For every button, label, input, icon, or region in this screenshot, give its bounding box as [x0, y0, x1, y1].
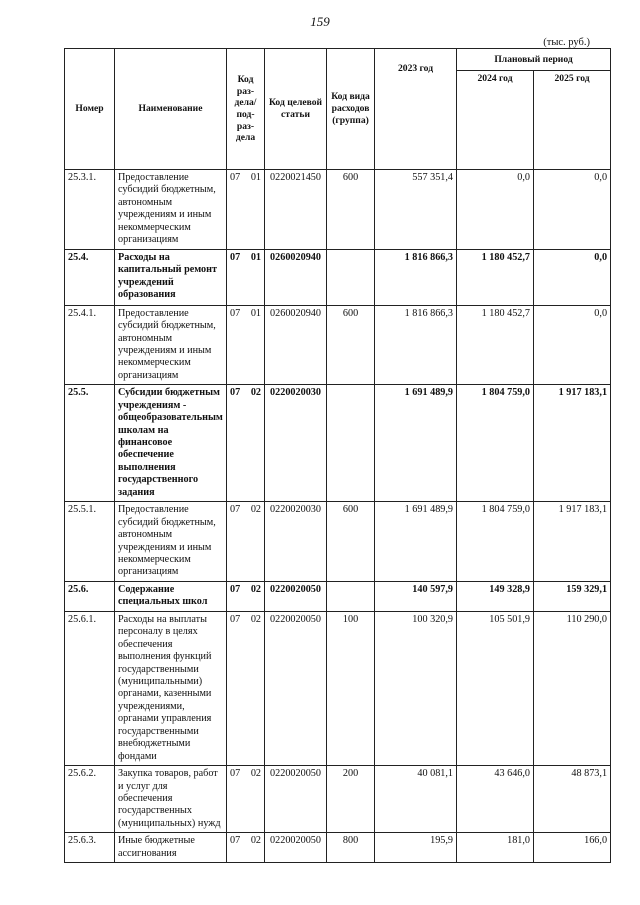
row-2025: 1 917 183,1: [534, 385, 611, 502]
row-subsection: 02: [246, 581, 265, 611]
row-subsection: 02: [246, 766, 265, 833]
table-row: [65, 170, 611, 250]
row-subsection: 01: [246, 305, 265, 385]
row-section: 07: [227, 611, 246, 765]
table-row: [65, 611, 611, 765]
row-name: Расходы на выплаты персоналу в целях обеспечения выполнения функций государственными (муниципальными) органами, казенными учреждениями, органами управления государственными внебюджетными фондами: [115, 611, 227, 765]
row-2025: 48 873,1: [534, 766, 611, 833]
row-expense-type: [327, 249, 375, 305]
header-number: Номер: [65, 49, 115, 170]
row-number: 25.6.: [65, 581, 115, 611]
row-expense-type: 100: [327, 611, 375, 765]
row-target: 0220020050: [265, 766, 327, 833]
table-row: [65, 581, 611, 611]
row-name: Расходы на капитальный ремонт учреждений образования: [115, 249, 227, 305]
row-target: 0220020050: [265, 833, 327, 863]
row-target: 0220021450: [265, 170, 327, 250]
row-expense-type: 800: [327, 833, 375, 863]
header-2024: 2024 год: [457, 71, 534, 170]
row-section: 07: [227, 581, 246, 611]
row-2023: 557 351,4: [375, 170, 457, 250]
header-target: Код целевой статьи: [265, 49, 327, 170]
row-2025: 166,0: [534, 833, 611, 863]
row-2024: 149 328,9: [457, 581, 534, 611]
table-row: [65, 766, 611, 833]
row-name: Субсидии бюджетным учреждениям - общеобразовательным школам на финансовое обеспечение выполнения государственного задания: [115, 385, 227, 502]
row-number: 25.6.3.: [65, 833, 115, 863]
row-name: Иные бюджетные ассигнования: [115, 833, 227, 863]
page-number: 159: [310, 14, 330, 29]
row-2025: 0,0: [534, 305, 611, 385]
row-section: 07: [227, 833, 246, 863]
row-expense-type: 200: [327, 766, 375, 833]
row-number: 25.4.1.: [65, 305, 115, 385]
row-2024: 1 180 452,7: [457, 249, 534, 305]
header-section: Код раз-дела/ под-раз-дела: [227, 49, 265, 170]
row-2025: 0,0: [534, 249, 611, 305]
row-2023: 140 597,9: [375, 581, 457, 611]
row-2023: 195,9: [375, 833, 457, 863]
row-name: Содержание специальных школ: [115, 581, 227, 611]
row-subsection: 02: [246, 502, 265, 582]
row-number: 25.6.2.: [65, 766, 115, 833]
budget-table: [64, 48, 611, 863]
row-expense-type: 600: [327, 502, 375, 582]
row-2024: 105 501,9: [457, 611, 534, 765]
header-expense-type: Код вида расходов (группа): [327, 49, 375, 170]
row-name: Закупка товаров, работ и услуг для обеспечения государственных (муниципальных) нужд: [115, 766, 227, 833]
row-name: Предоставление субсидий бюджетным, автономным учреждениям и иным некоммерческим организациям: [115, 170, 227, 250]
row-2024: 43 646,0: [457, 766, 534, 833]
row-section: 07: [227, 385, 246, 502]
row-2023: 40 081,1: [375, 766, 457, 833]
table-row: [65, 305, 611, 385]
row-2023: 1 816 866,3: [375, 305, 457, 385]
row-2024: 0,0: [457, 170, 534, 250]
row-2023: 1 816 866,3: [375, 249, 457, 305]
row-subsection: 02: [246, 833, 265, 863]
row-expense-type: [327, 385, 375, 502]
table-row: [65, 249, 611, 305]
row-subsection: 02: [246, 385, 265, 502]
row-subsection: 02: [246, 611, 265, 765]
row-section: 07: [227, 170, 246, 250]
row-name: Предоставление субсидий бюджетным, автономным учреждениям и иным некоммерческим организациям: [115, 502, 227, 582]
row-target: 0220020030: [265, 502, 327, 582]
row-number: 25.4.: [65, 249, 115, 305]
header-name: Наименование: [115, 49, 227, 170]
table-row: [65, 502, 611, 582]
row-expense-type: 600: [327, 305, 375, 385]
table-row: [65, 833, 611, 863]
header-plan-period: Плановый период: [457, 49, 611, 71]
row-section: 07: [227, 305, 246, 385]
row-2025: 159 329,1: [534, 581, 611, 611]
row-section: 07: [227, 766, 246, 833]
row-subsection: 01: [246, 170, 265, 250]
row-2025: 110 290,0: [534, 611, 611, 765]
header-2023: 2023 год: [375, 49, 457, 170]
header-2025: 2025 год: [534, 71, 611, 170]
row-2024: 181,0: [457, 833, 534, 863]
row-number: 25.5.1.: [65, 502, 115, 582]
row-name: Предоставление субсидий бюджетным, автономным учреждениям и иным некоммерческим организациям: [115, 305, 227, 385]
row-2023: 100 320,9: [375, 611, 457, 765]
row-2023: 1 691 489,9: [375, 385, 457, 502]
table-row: [65, 385, 611, 502]
row-section: 07: [227, 249, 246, 305]
row-target: 0220020050: [265, 611, 327, 765]
row-number: 25.3.1.: [65, 170, 115, 250]
units-label: (тыс. руб.): [543, 37, 590, 48]
row-2024: 1 804 759,0: [457, 385, 534, 502]
row-2023: 1 691 489,9: [375, 502, 457, 582]
row-2025: 1 917 183,1: [534, 502, 611, 582]
row-number: 25.5.: [65, 385, 115, 502]
row-target: 0220020030: [265, 385, 327, 502]
row-expense-type: 600: [327, 170, 375, 250]
row-2024: 1 804 759,0: [457, 502, 534, 582]
row-section: 07: [227, 502, 246, 582]
row-2024: 1 180 452,7: [457, 305, 534, 385]
row-number: 25.6.1.: [65, 611, 115, 765]
table-body: [65, 170, 611, 863]
row-subsection: 01: [246, 249, 265, 305]
row-target: 0260020940: [265, 249, 327, 305]
row-target: 0220020050: [265, 581, 327, 611]
row-2025: 0,0: [534, 170, 611, 250]
row-target: 0260020940: [265, 305, 327, 385]
row-expense-type: [327, 581, 375, 611]
